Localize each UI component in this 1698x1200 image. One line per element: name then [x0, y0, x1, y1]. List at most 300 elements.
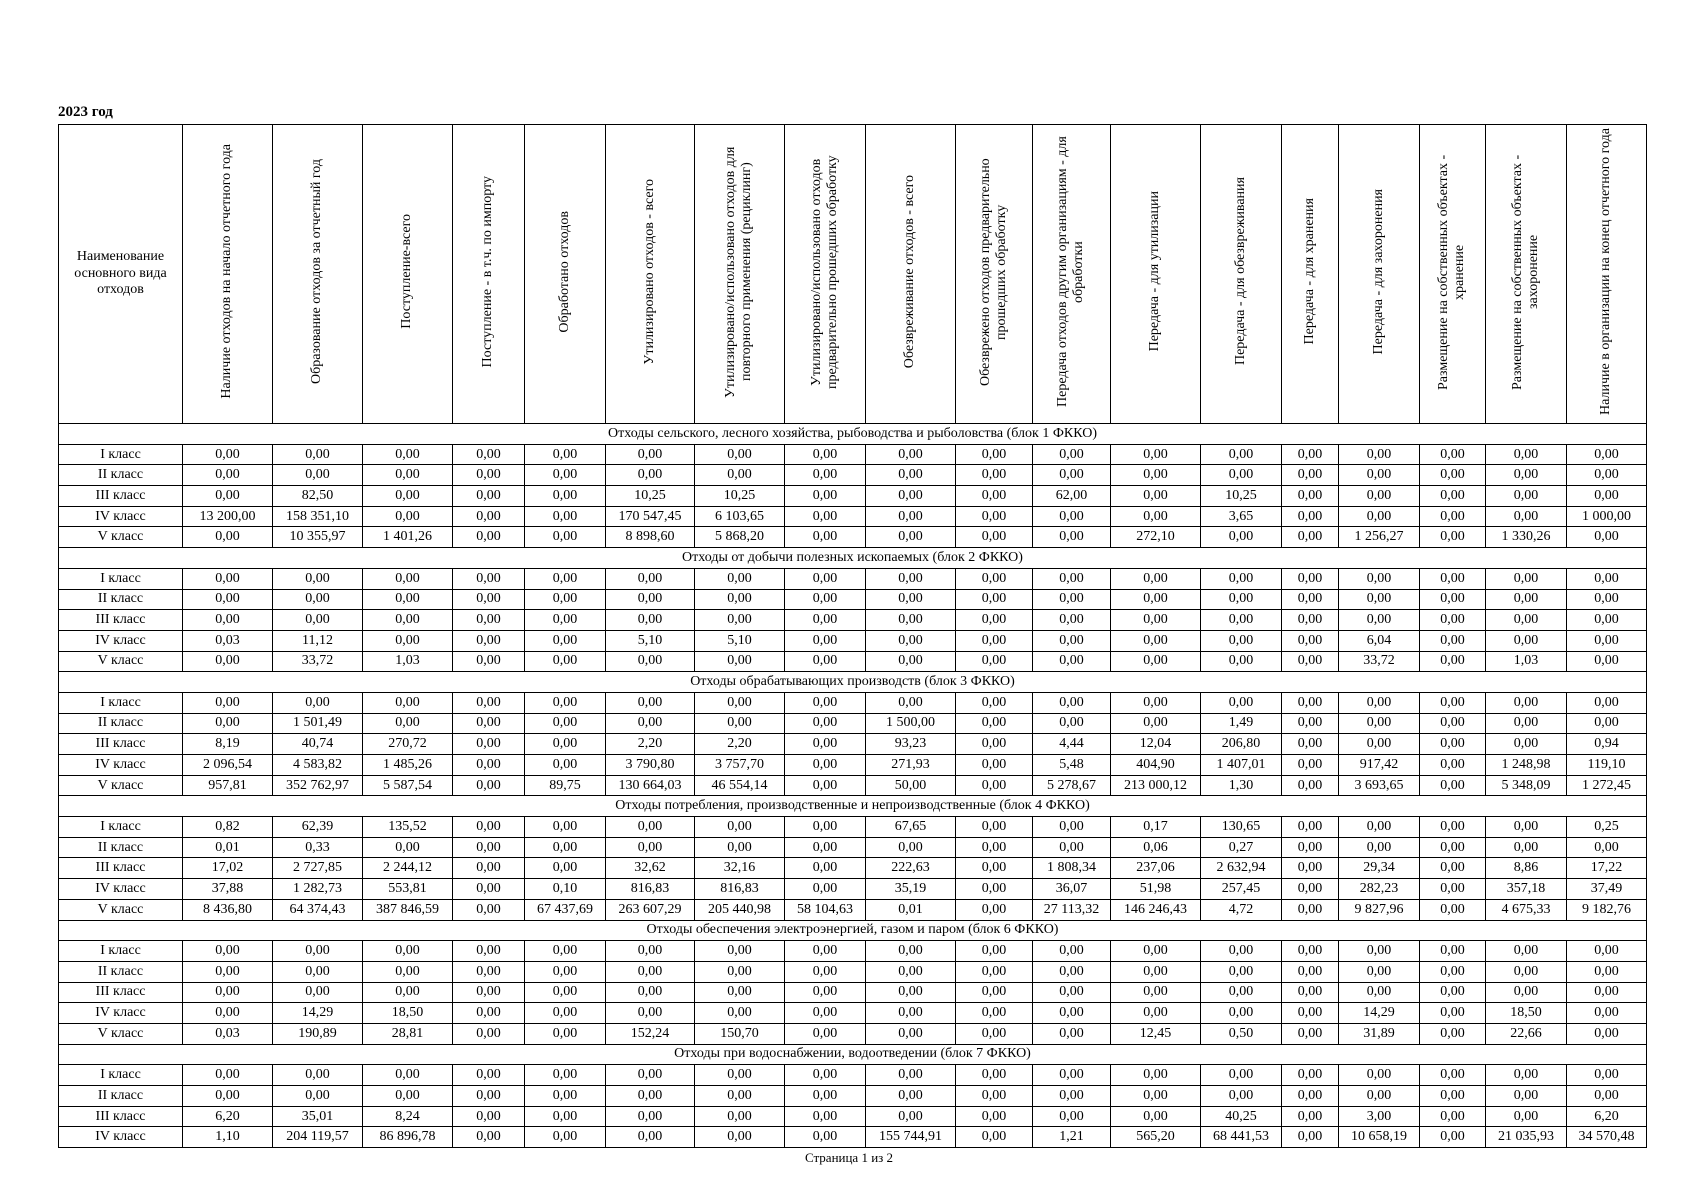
class-label: I класс: [59, 444, 183, 465]
table-cell: 0,00: [1282, 1127, 1339, 1148]
table-cell: 0,00: [1420, 1023, 1486, 1044]
table-cell: 0,00: [363, 589, 453, 610]
table-cell: 0,00: [363, 692, 453, 713]
table-cell: 0,00: [1201, 1003, 1282, 1024]
table-cell: 8,24: [363, 1106, 453, 1127]
column-header: [606, 125, 695, 424]
table-body: [59, 424, 1647, 1148]
table-cell: 0,00: [785, 1106, 866, 1127]
table-cell: 0,00: [1282, 941, 1339, 962]
table-cell: 35,19: [866, 879, 956, 900]
table-cell: 0,00: [1567, 610, 1647, 631]
table-cell: 0,00: [695, 817, 785, 838]
table-cell: 1 282,73: [273, 879, 363, 900]
table-cell: 29,34: [1339, 858, 1420, 879]
table-cell: 8,86: [1486, 858, 1567, 879]
table-cell: 0,00: [273, 444, 363, 465]
table-cell: 0,00: [1420, 775, 1486, 796]
table-cell: 0,00: [1201, 651, 1282, 672]
table-row: [59, 1065, 1647, 1086]
table-cell: 0,00: [866, 630, 956, 651]
table-cell: 0,00: [866, 568, 956, 589]
table-cell: 0,00: [1420, 506, 1486, 527]
table-cell: 0,00: [956, 1086, 1033, 1107]
table-cell: 0,00: [606, 982, 695, 1003]
table-cell: 1,30: [1201, 775, 1282, 796]
section-title: Отходы при водоснабжении, водоотведении (блок 7 ФККО): [59, 1044, 1647, 1065]
table-cell: 1,03: [363, 651, 453, 672]
table-cell: 0,00: [1420, 879, 1486, 900]
table-cell: 14,29: [1339, 1003, 1420, 1024]
table-cell: 0,00: [1420, 961, 1486, 982]
table-cell: 0,00: [1420, 568, 1486, 589]
section-title: Отходы от добычи полезных ископаемых (блок 2 ФККО): [59, 548, 1647, 569]
table-cell: 565,20: [1111, 1127, 1201, 1148]
table-cell: 0,00: [363, 568, 453, 589]
table-cell: 0,00: [453, 982, 525, 1003]
table-cell: 190,89: [273, 1023, 363, 1044]
table-cell: 0,00: [363, 630, 453, 651]
column-header: [453, 125, 525, 424]
table-cell: 33,72: [1339, 651, 1420, 672]
table-cell: 0,00: [1486, 817, 1567, 838]
column-header: [1033, 125, 1111, 424]
table-cell: 0,00: [183, 692, 273, 713]
table-cell: 0,00: [785, 465, 866, 486]
table-cell: 0,00: [1339, 465, 1420, 486]
column-header-label: Поступление - в т.ч. по импорту: [480, 175, 496, 368]
column-header-label: Передача - для обезвреживания: [1232, 177, 1248, 366]
table-cell: 404,90: [1111, 755, 1201, 776]
table-cell: 0,00: [1567, 651, 1647, 672]
table-cell: 0,00: [956, 837, 1033, 858]
table-cell: 0,00: [1282, 465, 1339, 486]
table-cell: 0,00: [785, 879, 866, 900]
table-cell: 0,00: [1111, 486, 1201, 507]
table-row: [59, 941, 1647, 962]
table-cell: 0,00: [363, 961, 453, 982]
table-cell: 0,00: [273, 1086, 363, 1107]
table-cell: 0,00: [1111, 713, 1201, 734]
table-cell: 8 898,60: [606, 527, 695, 548]
table-cell: 0,00: [183, 486, 273, 507]
table-cell: 0,00: [1486, 1065, 1567, 1086]
table-cell: 0,00: [1111, 506, 1201, 527]
table-cell: 0,10: [525, 879, 606, 900]
table-cell: 0,00: [453, 899, 525, 920]
column-header: [1486, 125, 1567, 424]
table-cell: 0,00: [1033, 465, 1111, 486]
table-cell: 130 664,03: [606, 775, 695, 796]
table-cell: 0,00: [453, 486, 525, 507]
class-label: III класс: [59, 982, 183, 1003]
table-cell: 0,00: [453, 1106, 525, 1127]
class-label: III класс: [59, 858, 183, 879]
table-cell: 2 096,54: [183, 755, 273, 776]
table-cell: 35,01: [273, 1106, 363, 1127]
table-cell: 0,00: [525, 630, 606, 651]
table-cell: 0,00: [453, 568, 525, 589]
table-cell: 86 896,78: [363, 1127, 453, 1148]
table-cell: 0,00: [785, 982, 866, 1003]
table-cell: 0,00: [1282, 527, 1339, 548]
table-cell: 0,17: [1111, 817, 1201, 838]
table-cell: 146 246,43: [1111, 899, 1201, 920]
table-cell: 0,00: [183, 589, 273, 610]
table-cell: 0,00: [183, 651, 273, 672]
table-cell: 0,00: [695, 692, 785, 713]
table-cell: 237,06: [1111, 858, 1201, 879]
table-cell: 4,72: [1201, 899, 1282, 920]
table-cell: 0,00: [695, 961, 785, 982]
table-cell: 0,00: [1420, 527, 1486, 548]
table-cell: 0,00: [363, 465, 453, 486]
table-cell: 0,00: [866, 527, 956, 548]
table-cell: 282,23: [1339, 879, 1420, 900]
table-cell: 0,00: [1420, 630, 1486, 651]
table-cell: 0,00: [1339, 692, 1420, 713]
table-cell: 150,70: [695, 1023, 785, 1044]
table-cell: 0,00: [785, 1003, 866, 1024]
table-cell: 0,00: [525, 734, 606, 755]
table-cell: 0,00: [1339, 817, 1420, 838]
table-cell: 0,00: [525, 1127, 606, 1148]
table-cell: 0,00: [1567, 589, 1647, 610]
table-cell: 0,00: [1486, 837, 1567, 858]
table-cell: 205 440,98: [695, 899, 785, 920]
section-row: [59, 672, 1647, 693]
table-cell: 0,00: [1567, 692, 1647, 713]
table-cell: 0,00: [363, 982, 453, 1003]
table-cell: 0,00: [453, 755, 525, 776]
table-cell: 0,00: [1567, 1023, 1647, 1044]
table-cell: 1 330,26: [1486, 527, 1567, 548]
table-cell: 0,00: [1420, 486, 1486, 507]
table-cell: 0,00: [453, 1003, 525, 1024]
table-cell: 0,00: [695, 465, 785, 486]
table-cell: 6,20: [1567, 1106, 1647, 1127]
table-cell: 67,65: [866, 817, 956, 838]
table-cell: 0,00: [525, 651, 606, 672]
table-cell: 0,00: [956, 817, 1033, 838]
table-cell: 0,00: [363, 486, 453, 507]
table-cell: 0,00: [785, 1086, 866, 1107]
section-title: Отходы обеспечения электроэнергией, газом и паром (блок 6 ФККО): [59, 920, 1647, 941]
table-cell: 0,00: [1282, 1003, 1339, 1024]
table-cell: 0,00: [695, 713, 785, 734]
table-cell: 0,00: [1201, 961, 1282, 982]
table-row: [59, 527, 1647, 548]
table-cell: 9 182,76: [1567, 899, 1647, 920]
table-cell: 27 113,32: [1033, 899, 1111, 920]
column-header-label: Обезвреживание отходов - всего: [902, 174, 918, 369]
table-cell: 0,00: [1567, 961, 1647, 982]
table-cell: 0,00: [956, 1106, 1033, 1127]
table-cell: 0,00: [1033, 527, 1111, 548]
table-cell: 0,00: [453, 775, 525, 796]
table-cell: 0,00: [273, 982, 363, 1003]
table-cell: 0,00: [1033, 1106, 1111, 1127]
column-header-label: Обезврежено отходов предварительно прошедших обработку: [977, 157, 1009, 386]
table-cell: 0,00: [1111, 961, 1201, 982]
table-cell: 816,83: [606, 879, 695, 900]
table-cell: 0,00: [363, 1065, 453, 1086]
table-cell: 263 607,29: [606, 899, 695, 920]
section-row: [59, 920, 1647, 941]
table-cell: 0,00: [1486, 506, 1567, 527]
table-cell: 0,00: [453, 941, 525, 962]
table-cell: 0,00: [1339, 506, 1420, 527]
section-row: [59, 1044, 1647, 1065]
table-row: [59, 982, 1647, 1003]
table-cell: 0,00: [453, 858, 525, 879]
table-cell: 0,00: [273, 589, 363, 610]
table-cell: 0,00: [1486, 568, 1567, 589]
class-label: II класс: [59, 1086, 183, 1107]
table-cell: 0,00: [866, 506, 956, 527]
table-cell: 0,25: [1567, 817, 1647, 838]
table-cell: 0,00: [1486, 589, 1567, 610]
table-cell: 0,00: [363, 506, 453, 527]
column-header: [695, 125, 785, 424]
table-cell: 0,00: [183, 713, 273, 734]
table-cell: 0,00: [956, 858, 1033, 879]
table-cell: 0,00: [1486, 692, 1567, 713]
table-cell: 0,00: [1567, 1065, 1647, 1086]
table-cell: 0,00: [866, 444, 956, 465]
table-cell: 0,00: [1339, 961, 1420, 982]
table-cell: 2,20: [695, 734, 785, 755]
table-cell: 0,00: [1420, 1003, 1486, 1024]
table-cell: 3 693,65: [1339, 775, 1420, 796]
table-cell: 0,00: [695, 1065, 785, 1086]
table-cell: 917,42: [1339, 755, 1420, 776]
table-cell: 0,82: [183, 817, 273, 838]
table-cell: 0,00: [606, 465, 695, 486]
column-header: [273, 125, 363, 424]
table-cell: 222,63: [866, 858, 956, 879]
table-row: [59, 775, 1647, 796]
table-cell: 0,00: [525, 1065, 606, 1086]
table-cell: 37,88: [183, 879, 273, 900]
waste-table: [58, 124, 1647, 1148]
table-cell: 0,00: [183, 527, 273, 548]
table-cell: 0,00: [1111, 1086, 1201, 1107]
table-cell: 0,00: [525, 486, 606, 507]
table-cell: 0,00: [956, 486, 1033, 507]
table-row: [59, 465, 1647, 486]
table-cell: 4 583,82: [273, 755, 363, 776]
class-label: V класс: [59, 899, 183, 920]
table-cell: 0,00: [363, 610, 453, 631]
table-cell: 0,00: [1282, 444, 1339, 465]
table-cell: 0,00: [1282, 630, 1339, 651]
table-cell: 0,00: [785, 941, 866, 962]
class-label: III класс: [59, 734, 183, 755]
table-cell: 0,00: [1111, 982, 1201, 1003]
table-cell: 0,00: [1339, 444, 1420, 465]
table-cell: 1 248,98: [1486, 755, 1567, 776]
table-cell: 1 407,01: [1201, 755, 1282, 776]
column-header-label: Размещение на собственных объектах - захоронение: [1509, 153, 1541, 390]
table-cell: 1 808,34: [1033, 858, 1111, 879]
table-cell: 0,00: [785, 651, 866, 672]
table-cell: 0,00: [1033, 589, 1111, 610]
table-cell: 119,10: [1567, 755, 1647, 776]
section-row: [59, 548, 1647, 569]
table-row: [59, 755, 1647, 776]
table-cell: 0,00: [1420, 734, 1486, 755]
class-label: V класс: [59, 651, 183, 672]
table-cell: 62,39: [273, 817, 363, 838]
table-cell: 0,00: [273, 692, 363, 713]
table-cell: 1 401,26: [363, 527, 453, 548]
table-cell: 0,00: [1282, 713, 1339, 734]
table-cell: 0,00: [1339, 589, 1420, 610]
table-cell: 1,21: [1033, 1127, 1111, 1148]
table-cell: 0,00: [1282, 589, 1339, 610]
table-cell: 0,00: [1033, 941, 1111, 962]
table-cell: 0,00: [606, 713, 695, 734]
table-cell: 0,00: [785, 858, 866, 879]
table-cell: 0,00: [1033, 1003, 1111, 1024]
table-cell: 0,00: [695, 589, 785, 610]
table-cell: 0,00: [1567, 630, 1647, 651]
header-row: [59, 125, 1647, 424]
column-header-label: Размещение на собственных объектах - хранение: [1436, 153, 1468, 390]
table-cell: 0,00: [1282, 1086, 1339, 1107]
table-cell: 10,25: [606, 486, 695, 507]
table-cell: 0,00: [606, 941, 695, 962]
table-cell: 0,00: [866, 610, 956, 631]
table-cell: 1,03: [1486, 651, 1567, 672]
table-cell: 0,00: [1201, 941, 1282, 962]
section-title: Отходы потребления, производственные и непроизводственные (блок 4 ФККО): [59, 796, 1647, 817]
table-cell: 8,19: [183, 734, 273, 755]
table-cell: 0,00: [606, 1127, 695, 1148]
table-row: [59, 630, 1647, 651]
table-cell: 957,81: [183, 775, 273, 796]
table-cell: 0,00: [695, 1086, 785, 1107]
class-label: I класс: [59, 568, 183, 589]
table-cell: 0,00: [1339, 486, 1420, 507]
table-cell: 5,48: [1033, 755, 1111, 776]
table-cell: 0,00: [785, 527, 866, 548]
table-cell: 0,00: [453, 527, 525, 548]
table-cell: 3,00: [1339, 1106, 1420, 1127]
table-cell: 5,10: [606, 630, 695, 651]
table-cell: 0,00: [1420, 589, 1486, 610]
table-cell: 0,00: [695, 941, 785, 962]
table-cell: 0,00: [785, 755, 866, 776]
table-cell: 0,00: [525, 1106, 606, 1127]
table-cell: 1,10: [183, 1127, 273, 1148]
table-cell: 0,00: [1201, 630, 1282, 651]
table-cell: 40,25: [1201, 1106, 1282, 1127]
table-cell: 0,00: [1282, 961, 1339, 982]
table-cell: 0,00: [453, 1023, 525, 1044]
table-cell: 816,83: [695, 879, 785, 900]
table-cell: 0,00: [1201, 465, 1282, 486]
table-cell: 0,00: [525, 1003, 606, 1024]
table-cell: 62,00: [1033, 486, 1111, 507]
table-cell: 1 485,26: [363, 755, 453, 776]
table-cell: 0,00: [695, 610, 785, 631]
table-cell: 0,00: [956, 899, 1033, 920]
table-cell: 0,00: [1567, 1086, 1647, 1107]
table-cell: 0,00: [1420, 1106, 1486, 1127]
table-cell: 46 554,14: [695, 775, 785, 796]
table-cell: 0,00: [1033, 444, 1111, 465]
section-row: [59, 796, 1647, 817]
table-cell: 28,81: [363, 1023, 453, 1044]
column-header-label: Утилизировано/использовано отходов для повторного применения (рециклинг): [723, 145, 755, 398]
table-cell: 0,00: [695, 982, 785, 1003]
table-cell: 0,00: [866, 982, 956, 1003]
table-cell: 0,00: [606, 692, 695, 713]
table-cell: 0,00: [453, 444, 525, 465]
table-cell: 0,00: [525, 444, 606, 465]
table-cell: 0,00: [525, 527, 606, 548]
table-cell: 31,89: [1339, 1023, 1420, 1044]
table-cell: 5 278,67: [1033, 775, 1111, 796]
table-cell: 68 441,53: [1201, 1127, 1282, 1148]
table-cell: 0,00: [866, 465, 956, 486]
table-cell: 6,04: [1339, 630, 1420, 651]
table-cell: 0,00: [956, 692, 1033, 713]
table-cell: 6 103,65: [695, 506, 785, 527]
table-cell: 0,00: [956, 651, 1033, 672]
table-cell: 0,00: [1282, 837, 1339, 858]
table-cell: 0,00: [1486, 465, 1567, 486]
table-cell: 0,00: [273, 568, 363, 589]
table-row: [59, 734, 1647, 755]
table-cell: 0,00: [1282, 899, 1339, 920]
table-cell: 270,72: [363, 734, 453, 755]
column-header-label: Наличие отходов на начало отчетного года: [219, 144, 235, 399]
table-cell: 0,00: [785, 1127, 866, 1148]
table-cell: 0,00: [363, 941, 453, 962]
table-cell: 0,00: [453, 651, 525, 672]
section-title: Отходы обрабатывающих производств (блок 3 ФККО): [59, 672, 1647, 693]
table-cell: 0,00: [1201, 982, 1282, 1003]
table-cell: 0,00: [1420, 1127, 1486, 1148]
table-cell: 0,00: [525, 941, 606, 962]
table-cell: 0,00: [1111, 568, 1201, 589]
table-cell: 0,00: [785, 486, 866, 507]
table-cell: 0,00: [453, 506, 525, 527]
table-cell: 0,00: [1111, 1106, 1201, 1127]
table-cell: 0,00: [695, 568, 785, 589]
table-cell: 0,00: [1420, 837, 1486, 858]
table-cell: 272,10: [1111, 527, 1201, 548]
table-cell: 0,00: [1201, 1086, 1282, 1107]
column-header: [1282, 125, 1339, 424]
table-cell: 0,00: [1282, 651, 1339, 672]
table-cell: 18,50: [363, 1003, 453, 1024]
table-cell: 0,00: [1486, 444, 1567, 465]
table-cell: 0,00: [453, 961, 525, 982]
table-cell: 14,29: [273, 1003, 363, 1024]
table-cell: 0,00: [606, 651, 695, 672]
table-cell: 0,00: [1339, 734, 1420, 755]
column-header-label: Передача - для захоронения: [1370, 188, 1386, 355]
table-cell: 204 119,57: [273, 1127, 363, 1148]
table-cell: 0,00: [1282, 506, 1339, 527]
column-header: [1420, 125, 1486, 424]
table-cell: 0,00: [695, 1003, 785, 1024]
table-row: [59, 1106, 1647, 1127]
